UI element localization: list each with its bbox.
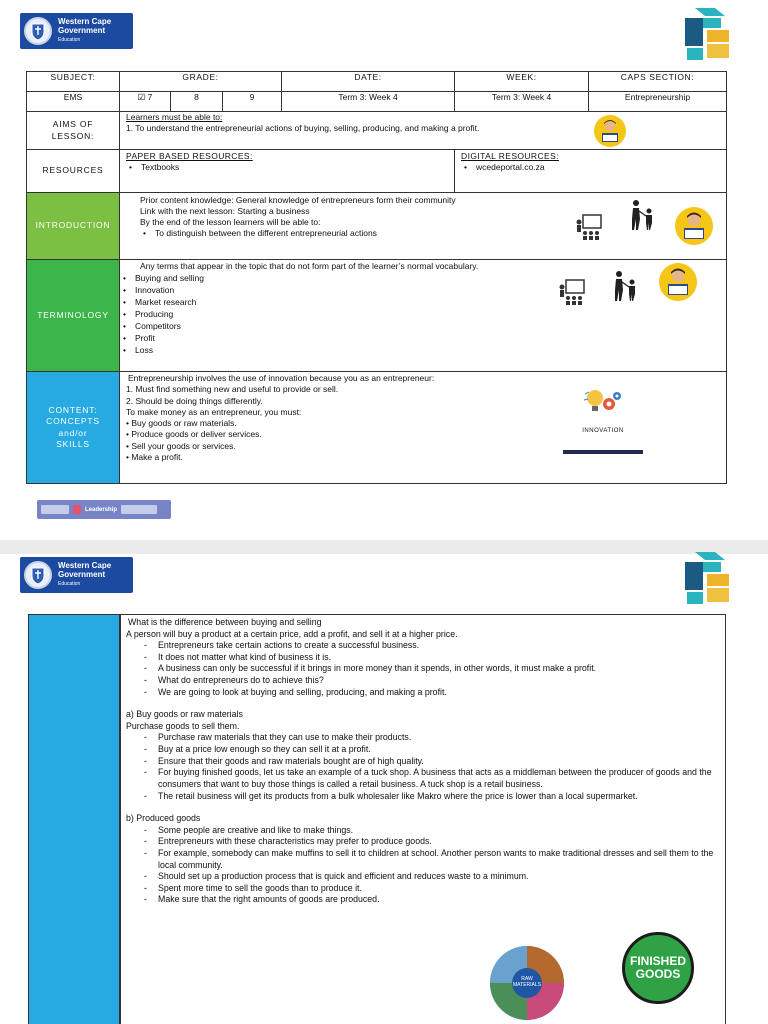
list-item: - Buy at a price low enough so they can sell it at a profit. [144,744,720,756]
terminology-intro: Any terms that appear in the topic that do not form part of the learner’s normal vocabulary. [140,261,479,271]
list-item: - Spent more time to sell the goods than to produce it. [144,883,720,895]
parent-child-icon [611,270,639,302]
content-line: 2. Should be doing things differently. [126,395,263,406]
list-item: - Entrepreneurs take certain actions to create a successful business. [144,640,720,652]
terminology-label: TERMINOLOGY [27,260,120,372]
leadership-banner [37,500,171,519]
finished-line-2: GOODS [635,967,681,981]
section-a-title: a) Buy goods or raw materials [126,709,243,720]
content-line: Entrepreneurship involves the use of innovation because you as an entrepreneur: [128,373,435,383]
logo-line-1: Western Cape [58,17,112,27]
raw-materials-image [490,946,564,1020]
paper-resources-title: PAPER BASED RESOURCES: [126,151,253,161]
content-line: • Sell your goods or services. [126,440,236,451]
grade-option-8[interactable]: 8 [171,92,223,112]
crest-icon [24,17,52,45]
content-line: 1. Must find something new and useful to provide or sell. [126,384,339,395]
list-item: - For example, somebody can make muffins to sell it to children at school. Another person wants to make traditional dresses and sell them to the local community. [144,848,720,871]
content-line: • Produce goods or deliver services. [126,429,262,440]
reading-learner-icon [593,114,627,148]
section-b-title: b) Produced goods [126,813,201,824]
resources-label: RESOURCES [27,150,120,193]
digital-resources-cell [455,150,727,193]
aims-content [120,112,727,150]
classroom-teacher-icon [558,278,586,306]
intro-prior-knowledge: Prior content knowledge: General knowledge of entrepreneurs form their community [140,195,456,205]
header-date: DATE: [282,72,455,92]
paper-resource-item: • Textbooks [126,162,448,173]
list-item: - For buying finished goods, let us take an example of a tuck shop. A business that acts as a middleman between the producer of goods and the consumers that want to buy those things is called a retail business. A tuck shop is a retail business. [144,767,720,790]
content-line: To make money as an entrepreneur, you must: [126,406,302,417]
header-subject: SUBJECT: [27,72,120,92]
aims-item: 1. To understand the entrepreneurial actions of buying, selling, producing, and making a profit. [126,123,480,134]
reading-learner-icon [658,262,698,302]
intro-link: Link with the next lesson: Starting a business [140,206,310,217]
header-caps-section: CAPS SECTION: [589,72,727,92]
innovation-caption: INNOVATION [582,428,624,434]
innovation-image [563,384,643,464]
ems-logo-icon [681,6,733,62]
introduction-label: INTRODUCTION [27,193,120,260]
terminology-content [120,260,727,372]
crest-icon [24,561,52,589]
section-title: What is the difference between buying and selling [128,617,322,627]
content-line: • Buy goods or raw materials. [126,418,237,429]
finished-goods-badge [622,932,694,1004]
list-item: - Should set up a production process that is quick and efficient and reduces waste to a minimum. [144,871,720,883]
list-item: - Make sure that the right amounts of goods are produced. [144,894,720,906]
aims-label: AIMS OF LESSON: [27,112,120,150]
date-value: Term 3: Week 4 [282,92,455,112]
paper-resources-cell [120,150,455,193]
digital-resource-link[interactable]: • wcedeportal.co.za [461,162,720,173]
list-item: - Ensure that their goods and raw materials bought are of high quality. [144,756,720,768]
ems-logo-icon [681,550,733,606]
intro-bullet: • To distinguish between the different entrepreneurial actions [140,228,720,239]
caps-section-value: Entrepreneurship [589,92,727,112]
reading-learner-icon [674,206,714,246]
subject-value: EMS [27,92,120,112]
page-separator [0,540,768,554]
raw-materials-caption: RAW MATERIALS [513,976,541,988]
term-item: • Buying and selling [120,272,720,284]
classroom-teacher-icon [575,213,603,241]
intro-outcome: By the end of the lesson learners will be able to: [140,217,321,228]
list-item: - Entrepreneurs with these characteristics may prefer to produce goods. [144,836,720,848]
header-week: WEEK: [455,72,589,92]
term-item: • Competitors [120,320,720,332]
introduction-content [120,193,727,260]
aims-intro: Learners must be able to: [126,112,223,122]
term-item: • Market research [120,296,720,308]
term-item: • Loss [120,344,720,356]
innovation-footer-bar [563,450,643,454]
content-line: • Make a profit. [126,452,183,463]
logo-line-2: Government [58,25,106,35]
list-item: - A business can only be successful if it brings in more money than it spends, in other words, it must make a profit. [144,663,720,675]
digital-resources-title: DIGITAL RESOURCES: [461,151,559,161]
lesson-plan-table [26,71,727,484]
content-body [120,372,727,484]
logo-line-3: Education [58,37,81,44]
term-item: • Profit [120,332,720,344]
section-a-intro: Purchase goods to sell them. [126,720,240,731]
western-cape-government-logo [20,13,133,49]
list-item: - The retail business will get its products from a bulk wholesaler like Makro where the price is lower than a local supermarket. [144,791,720,803]
leadership-text: Leadership [85,506,118,513]
term-item: • Producing [120,308,720,320]
grade-option-7-checkbox[interactable]: ☑ 7 [120,92,171,112]
list-item: - Purchase raw materials that they can use to make their products. [144,732,720,744]
header-grade: GRADE: [120,72,282,92]
list-item: - It does not matter what kind of business it is. [144,652,720,664]
western-cape-government-logo: Western Cape Government Education [20,557,133,593]
grade-option-9[interactable]: 9 [223,92,282,112]
finished-line-1: FINISHED [629,953,686,968]
list-item: - We are going to look at buying and selling, producing, and making a profit. [144,687,720,699]
parent-child-icon [628,199,656,231]
term-item: • Innovation [120,284,720,296]
section-intro: A person will buy a product at a certain price, add a profit, and sell it at a higher price. [126,628,458,639]
week-value: Term 3: Week 4 [455,92,589,112]
content-label: CONTENT: CONCEPTS and/or SKILLS [27,372,120,484]
page-2 [0,554,768,1024]
list-item: - Some people are creative and like to make things. [144,825,720,837]
lightbulb-gear-icon [581,386,625,420]
content-label-column [28,614,120,1024]
list-item: - What do entrepreneurs do to achieve this? [144,675,720,687]
